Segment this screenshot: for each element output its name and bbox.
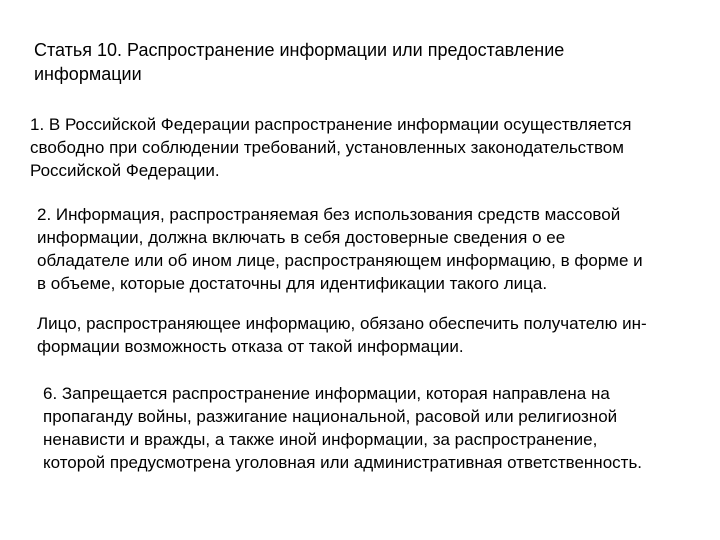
- paragraph-1: 1. В Российской Федерации распространение информации осуществляется свободно при соблюдении требований, установленных законодательством Российской Федерации.: [30, 115, 632, 180]
- paragraph-2: 2. Информация, распространяемая без использования средств массовой информации, должна включать в себя достоверные сведения о ее обладателе или об ином лице, распространяющем информацию, в форме и в объеме, которые достаточны для идентификации такого лица.: [37, 205, 643, 293]
- paragraph-3: Лицо, распространяющее информацию, обязано обеспечить получателю ин- формации возможность отказа от такой информации.: [37, 314, 647, 356]
- paragraph-4: 6. Запрещается распространение информации, которая направлена на пропаганду войны, разжигание национальной, расовой или религиозной ненависти и вражды, а также иной информации, за распространение, которой предусмотрена уголовная или административная ответственность.: [43, 384, 643, 472]
- article-title: Статья 10. Распространение информации или предоставление информации: [34, 40, 565, 84]
